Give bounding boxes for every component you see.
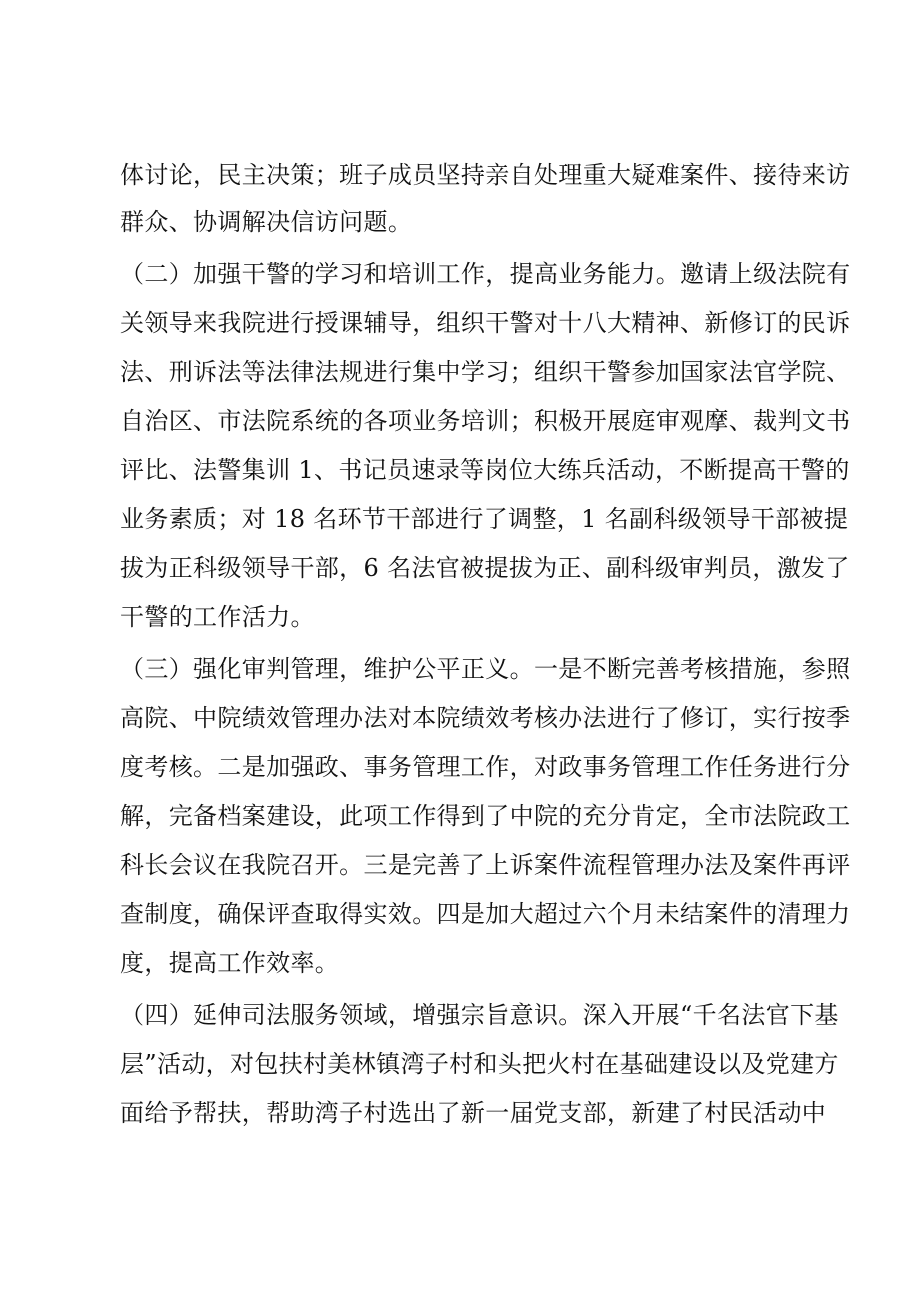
text-line: 评比、法警集训 1、书记员速录等岗位大练兵活动，不断提高干警的 — [120, 456, 850, 484]
text-line: 高院、中院绩效管理办法对本院绩效考核办法进行了修订，实行按季 — [120, 704, 851, 732]
text-line: 度，提高工作效率。 — [120, 949, 340, 977]
text-line: 关领导来我院进行授课辅导，组织干警对十八大精神、新修订的民诉 — [120, 309, 851, 337]
text-line: 查制度，确保评查取得实效。四是加大超过六个月未结案件的清理力 — [120, 900, 851, 928]
text-line: 体讨论，民主决策；班子成员坚持亲自处理重大疑难案件、接待来访 — [120, 161, 851, 189]
text-line: 干警的工作活力。 — [120, 603, 315, 631]
text-line: 度考核。二是加强政、事务管理工作，对政事务管理工作任务进行分 — [120, 753, 851, 781]
text-line: 自治区、市法院系统的各项业务培训；积极开展庭审观摩、裁判文书 — [120, 407, 851, 435]
section-heading-2-line: （二）加强干警的学习和培训工作，提高业务能力。邀请上级法院有 — [120, 260, 851, 288]
text-line: 群众、协调解决信访问题。 — [120, 208, 413, 236]
text-line: 拔为正科级领导干部，6 名法官被提拔为正、副科级审判员，激发了 — [120, 554, 850, 582]
section-heading-4-line: （四）延伸司法服务领域，增强宗旨意识。深入开展“千名法官下基 — [120, 1001, 839, 1029]
text-line: 科长会议在我院召开。三是完善了上诉案件流程管理办法及案件再评 — [120, 851, 851, 879]
text-line: 层”活动，对包扶村美林镇湾子村和头把火村在基础建设以及党建方 — [120, 1050, 839, 1078]
text-line: 业务素质；对 18 名环节干部进行了调整，1 名副科级领导干部被提 — [120, 505, 849, 533]
section-heading-3-line: （三）强化审判管理，维护公平正义。一是不断完善考核措施，参照 — [120, 655, 851, 683]
text-line: 面给予帮扶，帮助湾子村选出了新一届党支部，新建了村民活动中 — [120, 1099, 827, 1127]
text-line: 解，完备档案建设，此项工作得到了中院的充分肯定，全市法院政工 — [120, 802, 851, 830]
text-line: 法、刑诉法等法律法规进行集中学习；组织干警参加国家法官学院、 — [120, 358, 851, 386]
